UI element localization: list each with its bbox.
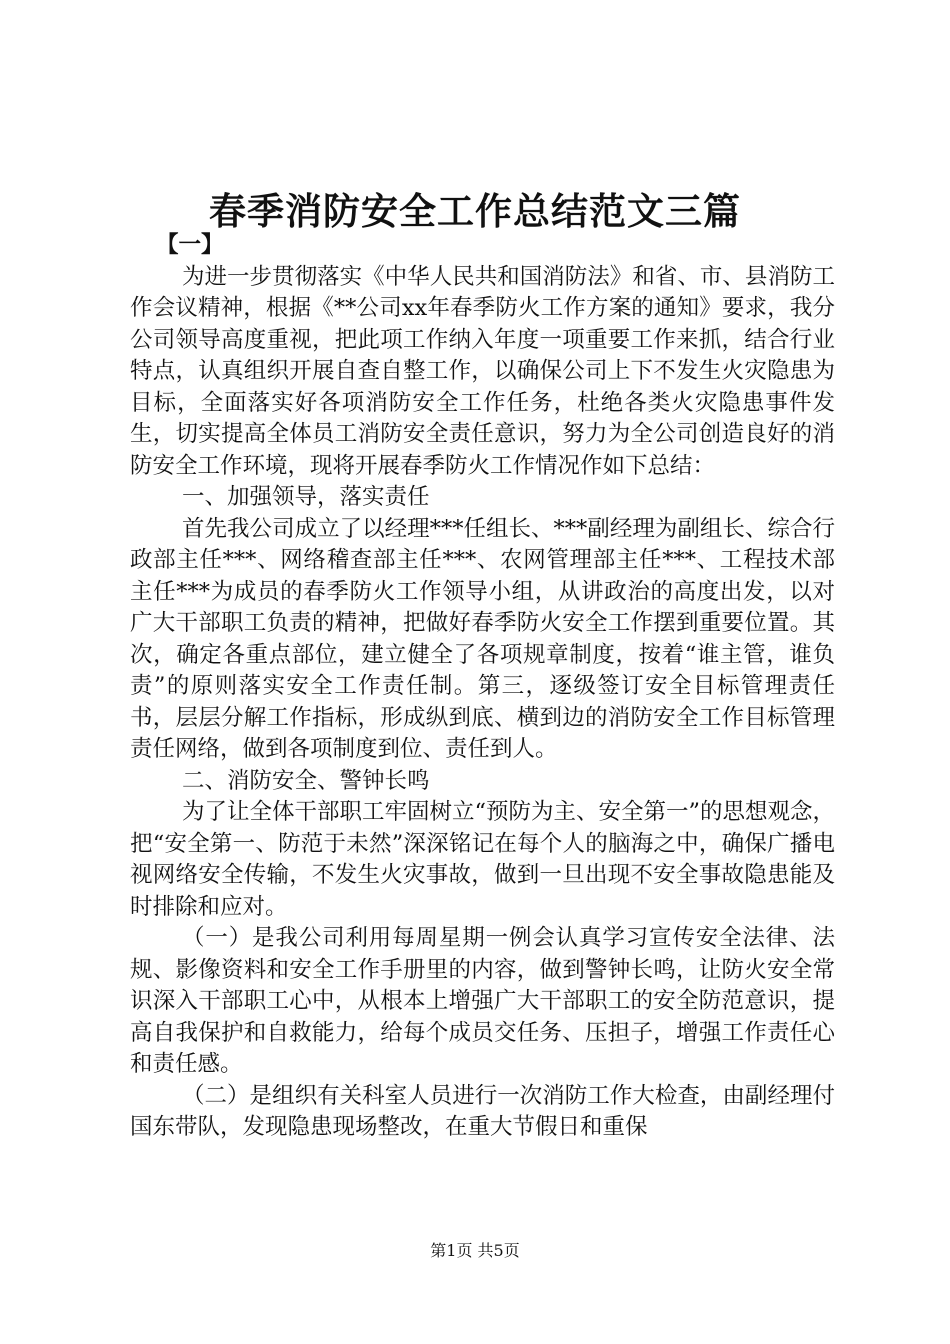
section-label: 【一】	[156, 232, 224, 258]
paragraph-fire-safety: 为了让全体干部职工牢固树立“预防为主、安全第一”的思想观念，把“安全第一、防范于未然”深深铭记在每个人的脑海之中，确保广播电视网络安全传输，不发生火灾事故，做到一旦出现不安全事故隐患能及时排除和应对。	[130, 799, 836, 920]
document-body	[130, 230, 835, 1144]
paragraph-item-one: （一）是我公司利用每周星期一例会认真学习宣传安全法律、法规、影像资料和安全工作手册里的内容，做到警钟长鸣，让防火安全常识深入干部职工心中，从根本上增强广大干部职工的安全防范意识，提高自我保护和自救能力，给每个成员交任务、压担子，增强工作责任心和责任感。	[130, 925, 835, 1077]
paragraph-intro: 为进一步贯彻落实《中华人民共和国消防法》和省、市、县消防工作会议精神，根据《**公司xx年春季防火工作方案的通知》要求，我分公司领导高度重视，把此项工作纳入年度一项重要工作来抓，结合行业特点，认真组织开展自查自整工作，以确保公司上下不发生火灾隐患为目标，全面落实好各项消防安全工作任务，杜绝各类火灾隐患事件发生，切实提高全体员工消防安全责任意识，努力为全公司创造良好的消防安全工作环境，现将开展春季防火工作情况作如下总结：	[130, 263, 835, 479]
paragraph-leadership: 首先我公司成立了以经理***任组长、***副经理为副组长、综合行政部主任***、网络稽查部主任***、农网管理部主任***、工程技术部主任***为成员的春季防火工作领导小组，从讲政治的高度出发，以对广大干部职工负责的精神，把做好春季防火安全工作摆到重要位置。其次，确定各重点部位，建立健全了各项规章制度，按着“谁主管，谁负责”的原则落实安全工作责任制。第三，逐级签订安全目标管理责任书，层层分解工作指标，形成纵到底、横到边的消防安全工作目标管理责任网络，做到各项制度到位、责任到人。	[130, 515, 835, 762]
heading-fire-safety: 二、消防安全、警钟长鸣	[182, 767, 430, 794]
page-footer: 第1页 共5页	[430, 1241, 520, 1260]
heading-leadership: 一、加强领导，落实责任	[182, 484, 430, 510]
paragraph-item-two: （二）是组织有关科室人员进行一次消防工作大检查，由副经理付国东带队，发现隐患现场整改，在重大节假日和重保	[130, 1082, 835, 1140]
document-title: 春季消防安全工作总结范文三篇	[209, 189, 741, 233]
